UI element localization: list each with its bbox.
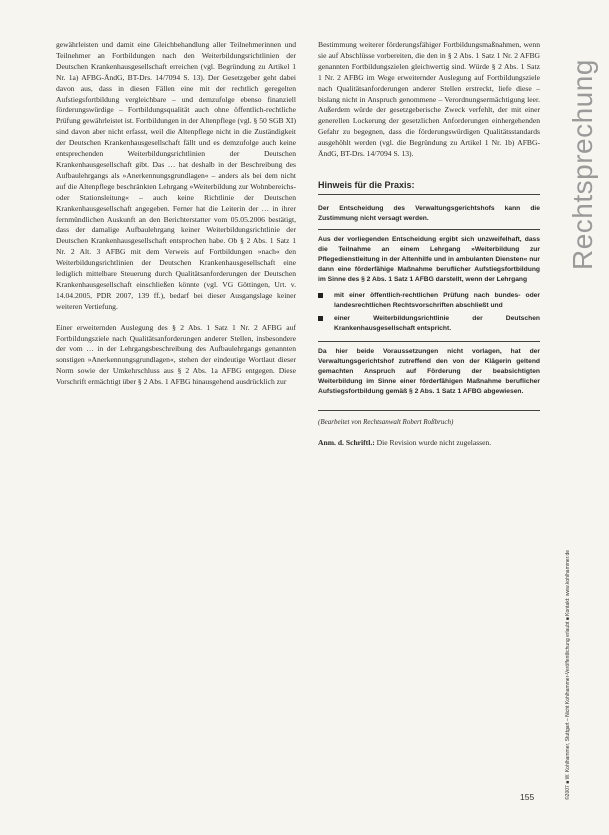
body-paragraph: Einer erweiternden Auslegung des § 2 Abs. 1 Satz 1 Nr. 2 AFBG auf Fortbildungsziele nach Qualitätsanforderungen anderer Stellen, insbesondere der vom … in der Lehrgangsbeschreibung des Aufbaulehrgangs genannten sonstigen »Anerkennungsgrundlagen«, stehen der eindeutige Wortlaut dieser Norm sowie der Umkehrschluss aus § 2 Abs. 1a AFBG entgegen. Diese Vorschrift ermächtigt über § 2 Abs. 1 AFBG hinausgehend ausdrücklich zur xyxy=(56,322,296,387)
section-title: Rechtsprechung xyxy=(567,59,598,270)
hint-list-wrap xyxy=(318,230,540,342)
hint-paragraph: Da hier beide Voraussetzungen nicht vorlagen, hat der Verwaltungsgerichtshof zutreffend den von der Klägerin geltend gemachten Anspruch auf Förderung der beabsichtigten Weiterbildung im Sinne einer förderfähigen Maßnahme beruflicher Aufstiegsfortbildung gemäß § 2 Abs. 1 Satz 1 AFBG abgewiesen. xyxy=(318,347,540,396)
author-note: (Bearbeitet von Rechtsanwalt Robert Roßbruch) xyxy=(318,410,540,428)
left-column xyxy=(56,40,296,398)
editor-note-label: Anm. d. Schriftl.: xyxy=(318,438,375,448)
practice-hint-title: Hinweis für die Praxis: xyxy=(318,180,540,195)
hint-paragraph: Der Entscheidung des Verwaltungsgerichtshofs kann die Zustimmung nicht versagt werden. xyxy=(318,199,540,230)
hint-bullet-list xyxy=(318,286,540,334)
page-number: 155 xyxy=(520,792,535,802)
copyright-notice: ©2007 ■ W. Kohlhammer, Stuttgart – Nicht Kohlhammer-Veröffentlichung erlaubt ■ Kontakt: www.kohlhammer.de xyxy=(565,549,571,800)
body-paragraph: gewährleisten und damit eine Gleichbehandlung aller Teilnehmerinnen und Teilnehmer an Fortbildungen nach den Weiterbildungsrichtlinien der Deutschen Krankenhausgesellschaft erreichen (vgl. Begründung zu Artikel 1 Nr. 1a) AFBG-ÄndG, BT-Drs. 14/7094 S. 13). Der Gesetzgeber geht dabei davon aus, dass in diesen Fällen eine mit der rechtlich geregelten Aufstiegsfortbildung vergleichbare – und demzufolge ebenso finanziell förderungswürdige – Fortbildungsqualität auch ohne öffentlich-rechtliche Prüfung gewährleistet ist. Fortbildungen in der Altenpflege (vgl. § 50 SGB XI) sind davon aber nicht erfasst, weil die Altenpflege nicht in die Zuständigkeit der Deutschen Krankenhausgesellschaft fällt und es demzufolge auch keine entsprechenden Weiterbildungsrichtlinien der Deutschen Krankenhausgesellschaft gibt. Das … hat deshalb in der Beschreibung des Aufbaulehrgangs als »Anerkennungsgrundlagen« – anders als bei dem nicht auf die Altenpflege beschränkten Lehrgang »Weiterbildung zur Wohnbereichs- oder Stationsleitung« – auch keine Richtlinie der Deutschen Krankenhausgesellschaft angegeben. Ferner hat die Leiterin der … in ihrer fernmündlichen Auskunft an den Berichterstatter vom 05.05.2006 bestätigt, dass der damalige Aufbaulehrgang keiner Weiterbildungsrichtlinie der Deutschen Krankenhausgesellschaft entsprochen habe. Ob § 2 Abs. 1 Satz 1 Nr. 2 Alt. 3 AFBG mit dem Verweis auf Fortbildungen »nach« den Weiterbildungsrichtlinien der Deutschen Krankenhausgesellschaft eine lediglich mittelbare Steuerung durch Qualitätsanforderungen der Deutschen Krankenhausgesellschaft einschließen könnte (vgl. VG Göttingen, Urt. v. 14.04.2005, PDR 2007, 139 ff.), bedarf bei dieser Ausgangslage keiner weiteren Vertiefung. xyxy=(56,40,296,311)
list-item-text: mit einer öffentlich-rechtlichen Prüfung nach bundes- oder landesrechtlichen Rechtsvorschriften abschließt und xyxy=(334,291,540,309)
practice-hint-box xyxy=(318,199,540,403)
right-column xyxy=(318,40,540,449)
editor-note-text: Die Revision wurde nicht zugelassen. xyxy=(376,438,492,448)
bullet-square-icon xyxy=(318,316,323,321)
bullet-square-icon xyxy=(318,293,323,298)
list-item-text: einer Weiterbildungsrichtlinie der Deutschen Krankenhausgesellschaft entspricht. xyxy=(334,314,540,332)
list-item xyxy=(318,314,540,334)
list-item xyxy=(318,291,540,311)
body-paragraph: Bestimmung weiterer förderungsfähiger Fortbildungsmaßnahmen, wenn sie auf Abschlüsse vorbereiten, die den in § 2 Abs. 1 Satz 1 Nr. 2 AFBG genannten Fortbildungszielen gleichwertig sind. Würde § 2 Abs. 1 Satz 1 Nr. 2 AFBG im Wege erweiternder Auslegung auf Fortbildungsziele nach Qualitätsanforderungen anderer Stellen erstreckt, liefe diese – bislang nicht in Anspruch genommene – Verordnungsermächtigung leer. Außerdem würde der gesetzgeberische Zweck verfehlt, der mit einer generellen Lockerung der gesetzlichen Anforderungen einhergehenden Gefahr zu begegnen, dass die förderungswürdigen Qualitätsstandards ausgehöhlt werden (vgl. die Begründung zu Artikel 1 Nr. 1b) AFBG-ÄndG, BT-Drs. 14/7094 S. 13). xyxy=(318,40,540,159)
editor-note xyxy=(318,438,540,449)
hint-paragraph: Aus der vorliegenden Entscheidung ergibt sich unzweifelhaft, dass die Teilnahme an einem Lehrgang »Weiterbildung zur Pflegedienstleitung in der Altenhilfe und in ambulanten Diensten« nur dann eine förderfähige Maßnahme beruflicher Aufstiegsfortbildung im Sinne des § 2 Abs. 1 Satz 1 AFBG darstellt, wenn der Lehrgang xyxy=(318,236,540,284)
